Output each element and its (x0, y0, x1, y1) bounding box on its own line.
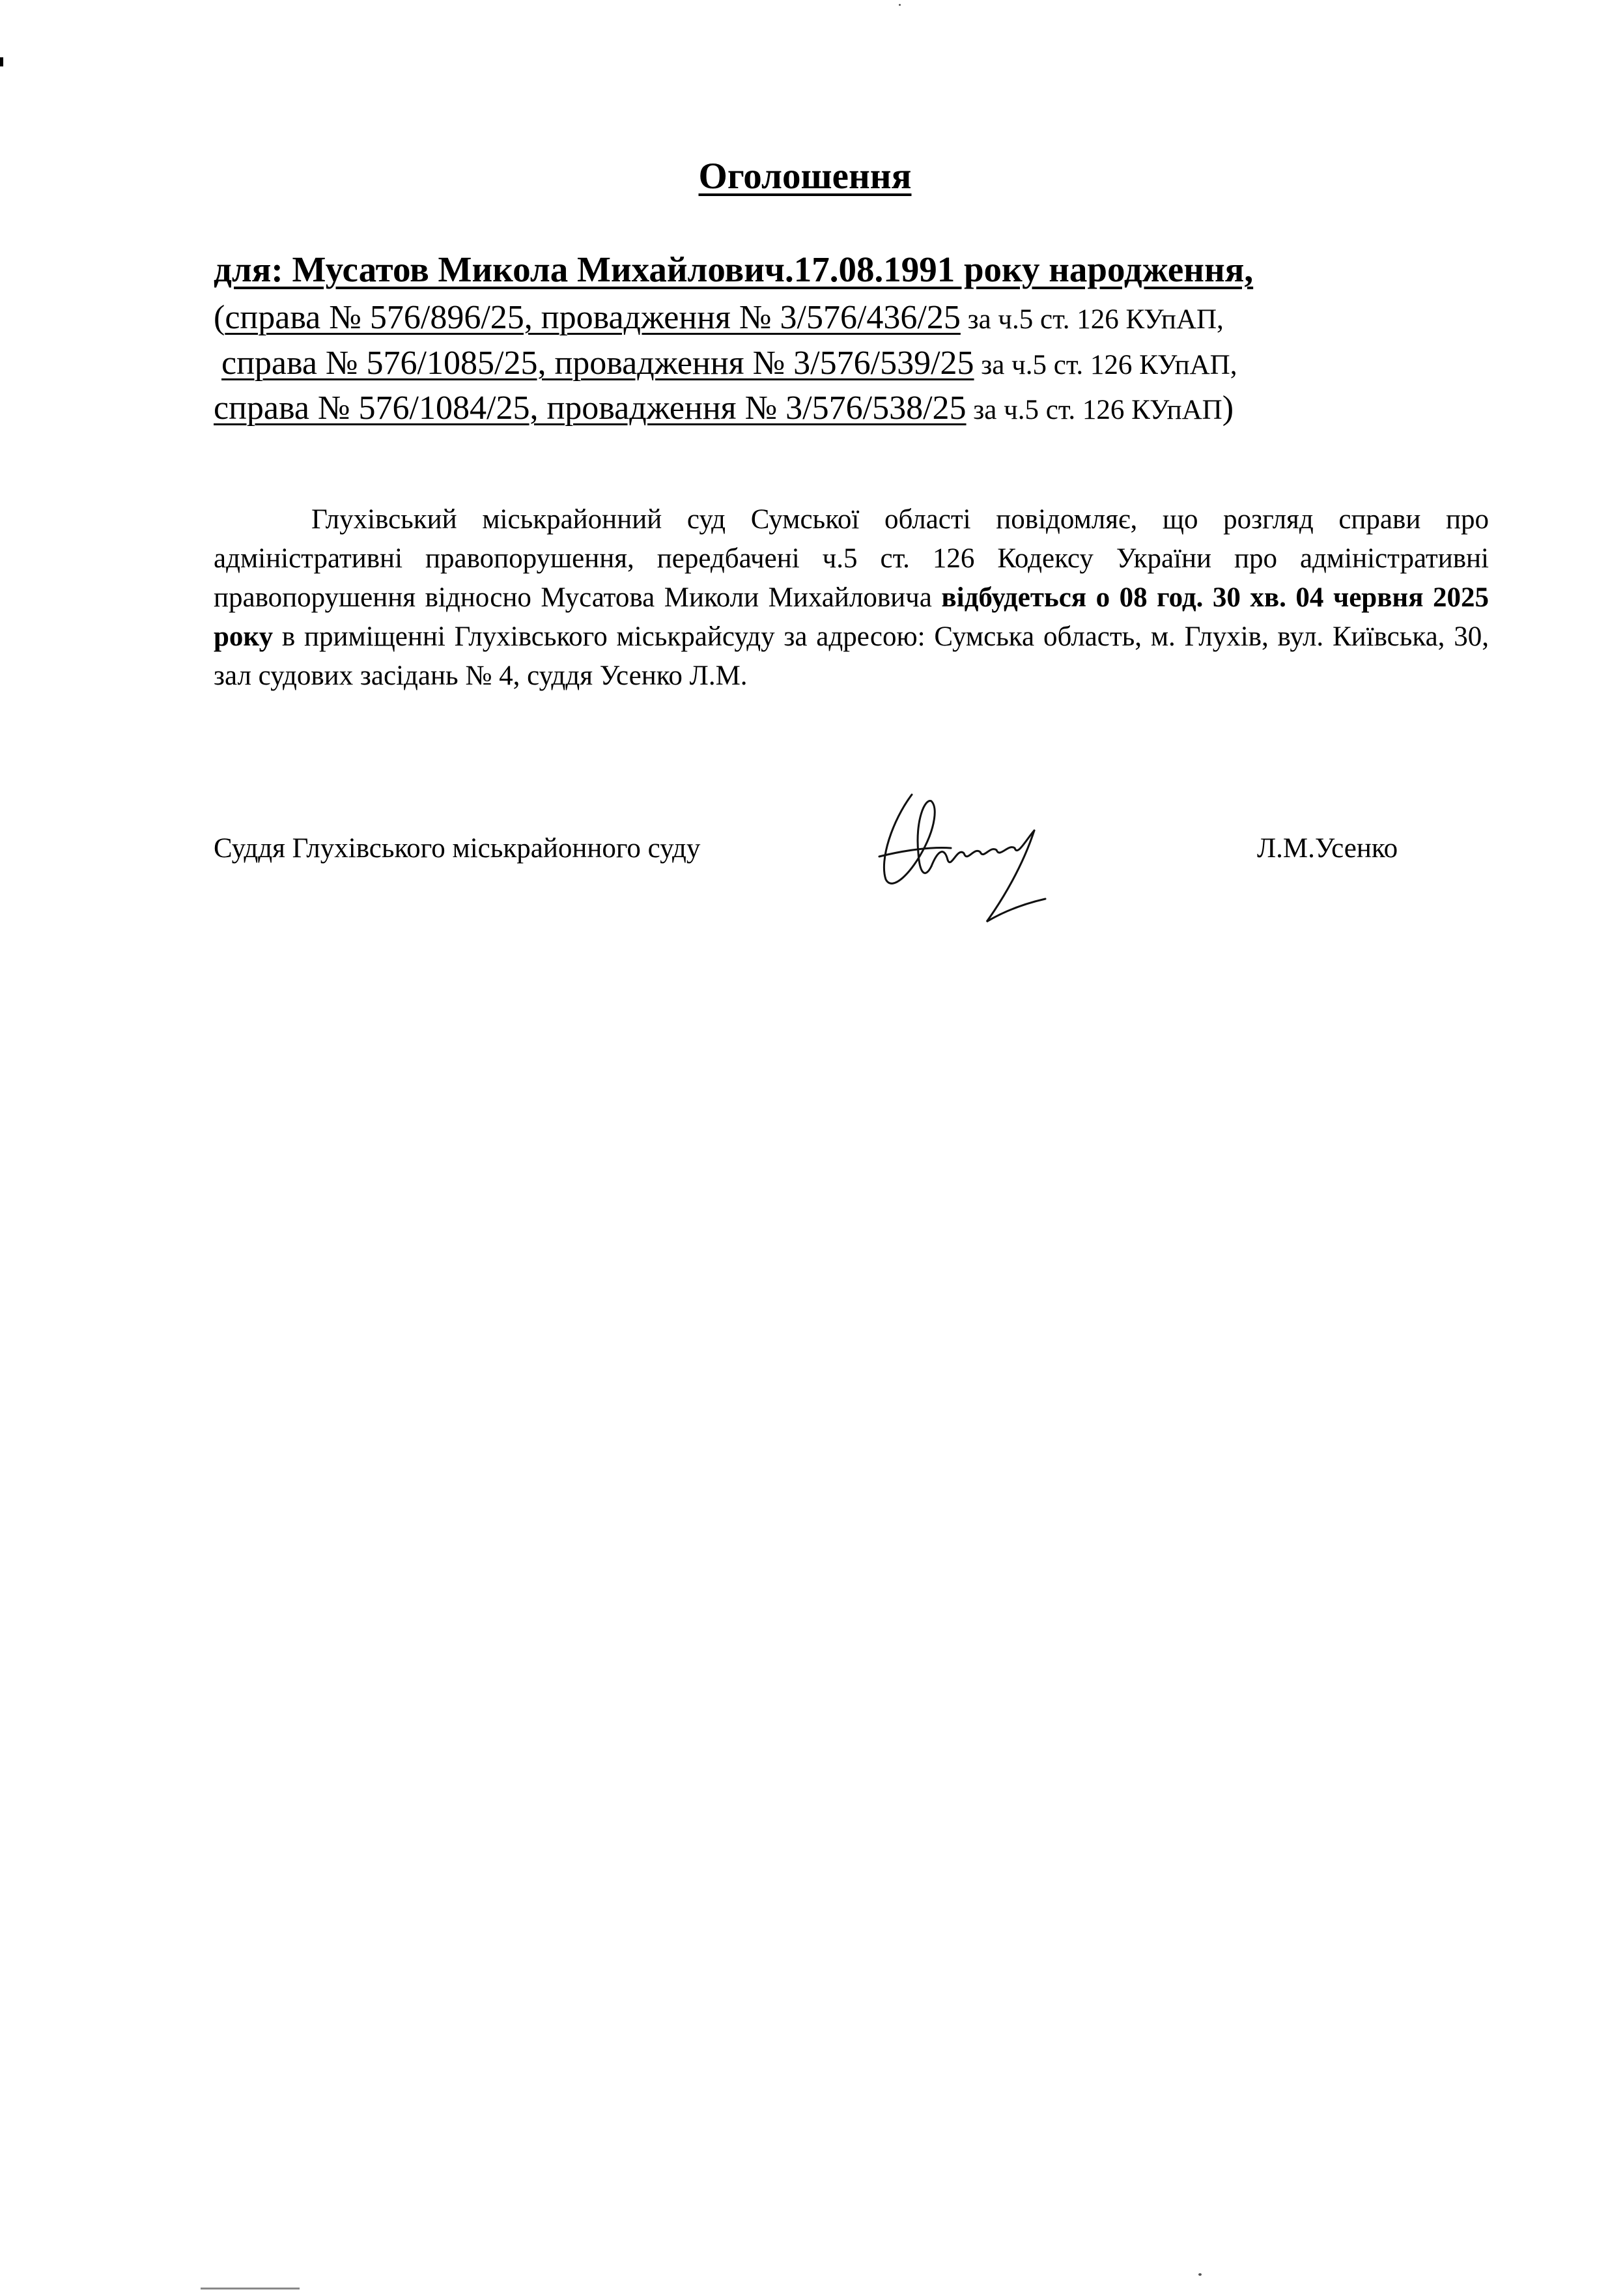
case-reference: справа № 576/1084/25, провадження № 3/576/538/25 (214, 390, 967, 427)
case-article: за ч.5 ст. 126 КУпАП, (974, 350, 1237, 380)
case-article: за ч.5 ст. 126 КУпАП, (960, 304, 1224, 335)
case-reference: справа № 576/1085/25, провадження № 3/576/539/25 (221, 345, 974, 382)
recipient-line: для: Мусатов Микола Михайлович.17.08.1991 року народження, (214, 249, 1254, 289)
case-line (221, 344, 1237, 382)
scan-artifact (0, 57, 3, 66)
body-text-location: в приміщенні Глухівського міськрайсуду за адресою: Сумська область, м. Глухів, вул. Київська, 30, зал судових засідань № 4, суддя Усенко Л.М. (214, 621, 1489, 691)
hearing-datetime: відбудеться о 08 год. 30 хв. 04 червня 2025 року (214, 582, 1489, 652)
announcement-body (214, 500, 1489, 696)
scan-artifact (1198, 2273, 1202, 2276)
document-title: Оголошення (698, 156, 912, 197)
judge-position: Суддя Глухівського міськрайонного суду (214, 833, 701, 864)
scan-artifact (201, 2288, 300, 2289)
judge-name: Л.М.Усенко (1257, 833, 1398, 864)
case-line (214, 298, 1224, 337)
body-text: Глухівський міськрайонний суд Сумської області повідомляє, що розгляд справи про адміністративні правопорушення, передбачені ч.5 ст. 126 Кодексу України про адміністративні правопорушення відносно Мусатова Миколи Михайловича (214, 504, 1489, 613)
case-article: за ч.5 ст. 126 КУпАП (966, 395, 1222, 425)
case-line (214, 389, 1234, 427)
case-close-paren: ) (1222, 390, 1234, 427)
case-open-paren: ( (214, 299, 225, 336)
handwritten-signature (866, 782, 1088, 931)
case-reference: справа № 576/896/25, провадження № 3/576/436/25 (225, 299, 961, 336)
scan-artifact (899, 4, 901, 6)
